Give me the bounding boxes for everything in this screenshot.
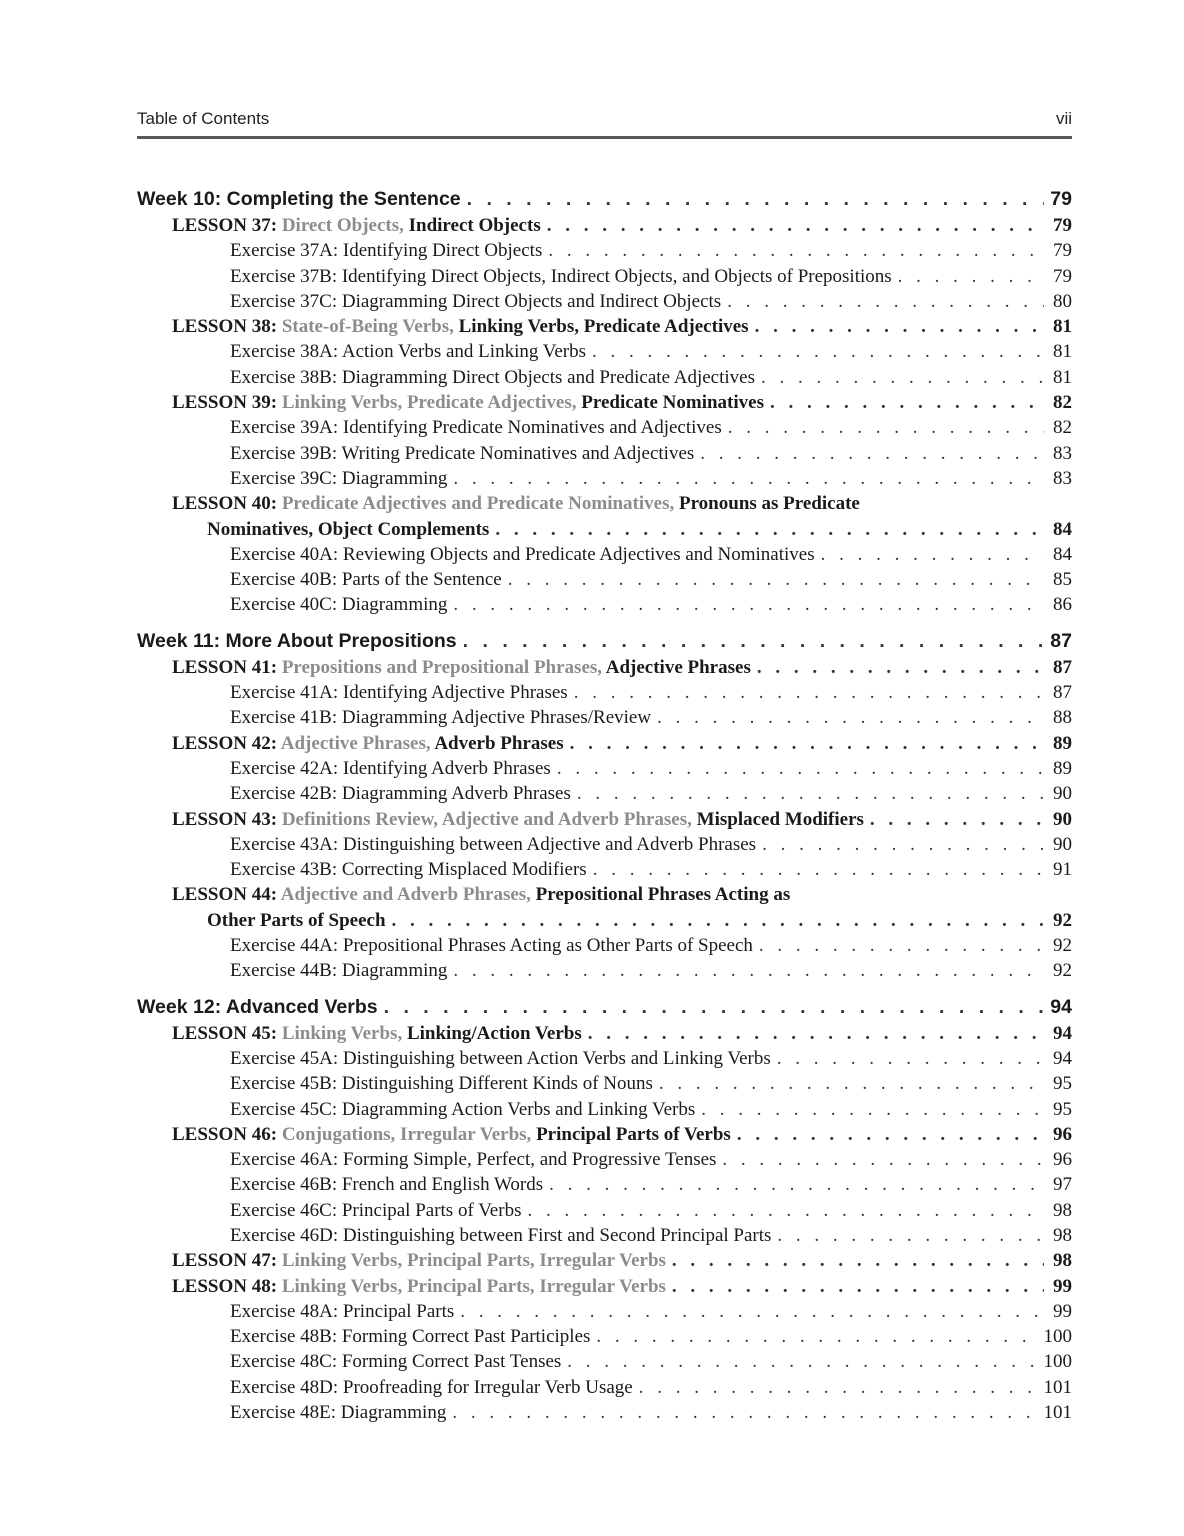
exercise-title: Exercise 46D: Distinguishing between First and Second Principal Parts <box>230 1224 772 1246</box>
lesson-entry[interactable] <box>137 215 1072 240</box>
exercise-entry[interactable] <box>137 367 1072 392</box>
lesson-label: LESSON 48: <box>172 1275 278 1297</box>
lesson-review-topics: State-of-Being Verbs, <box>281 316 454 338</box>
dot-leader <box>672 1276 1044 1298</box>
lesson-review-topics: Linking Verbs, <box>281 1022 403 1044</box>
dot-leader <box>508 569 1044 591</box>
lesson-heading <box>172 884 790 906</box>
lesson-label: LESSON 39: <box>172 392 278 414</box>
lesson-review-topics: Linking Verbs, Principal Parts, Irregular Verbs <box>281 1250 666 1272</box>
exercise-title: Exercise 41B: Diagramming Adjective Phrases/Review <box>230 707 652 729</box>
exercise-entry[interactable] <box>137 569 1072 594</box>
dot-leader <box>770 392 1044 414</box>
exercise-title: Exercise 40B: Parts of the Sentence <box>230 569 502 591</box>
dot-leader <box>870 809 1044 831</box>
exercise-page-number: 82 <box>1053 417 1072 439</box>
exercise-page-number: 100 <box>1043 1351 1072 1373</box>
exercise-title: Exercise 48C: Forming Correct Past Tenses <box>230 1351 562 1373</box>
dot-leader <box>460 1301 1044 1323</box>
week-page-number: 94 <box>1050 995 1072 1018</box>
exercise-title: Exercise 45A: Distinguishing between Action Verbs and Linking Verbs <box>230 1047 771 1069</box>
exercise-title: Exercise 48E: Diagramming <box>230 1402 447 1424</box>
dot-leader <box>728 417 1044 439</box>
lesson-label: LESSON 44: <box>172 884 278 906</box>
lesson-title-continued: Nominatives, Object Complements <box>207 518 490 540</box>
exercise-title: Exercise 46C: Principal Parts of Verbs <box>230 1199 522 1221</box>
exercise-entry[interactable] <box>137 1351 1072 1376</box>
exercise-title: Exercise 46A: Forming Simple, Perfect, and Progressive Tenses <box>230 1149 717 1171</box>
lesson-page-number: 81 <box>1053 316 1072 338</box>
exercise-entry[interactable] <box>137 758 1072 783</box>
dot-leader <box>672 1250 1044 1272</box>
dot-leader <box>898 266 1044 288</box>
lesson-label: LESSON 42: <box>172 732 278 754</box>
exercise-entry[interactable] <box>137 682 1072 707</box>
dot-leader <box>548 240 1044 262</box>
lesson-heading <box>172 733 564 755</box>
exercise-page-number: 95 <box>1053 1098 1072 1120</box>
dot-leader <box>452 1402 1037 1424</box>
exercise-entry[interactable] <box>137 1301 1072 1326</box>
exercise-page-number: 92 <box>1053 960 1072 982</box>
exercise-entry[interactable] <box>137 935 1072 960</box>
exercise-page-number: 88 <box>1053 707 1072 729</box>
lesson-heading <box>172 215 541 237</box>
exercise-title: Exercise 43A: Distinguishing between Adjective and Adverb Phrases <box>230 833 757 855</box>
exercise-entry[interactable] <box>137 834 1072 859</box>
dot-leader <box>777 1048 1044 1070</box>
lesson-entry[interactable] <box>137 392 1072 417</box>
lesson-entry-continued[interactable] <box>137 910 1072 935</box>
lesson-entry[interactable] <box>137 657 1072 682</box>
lesson-review-topics: Linking Verbs, Predicate Adjectives, <box>281 392 577 414</box>
lesson-heading <box>172 316 749 338</box>
dot-leader <box>557 758 1044 780</box>
dot-leader <box>453 468 1044 490</box>
lesson-entry[interactable] <box>137 1124 1072 1149</box>
exercise-page-number: 97 <box>1053 1174 1072 1196</box>
exercise-title: Exercise 45B: Distinguishing Different Kinds of Nouns <box>230 1073 653 1095</box>
exercise-entry[interactable] <box>137 1048 1072 1073</box>
dot-leader <box>639 1377 1038 1399</box>
week-page-number: 87 <box>1050 629 1072 652</box>
dot-leader <box>777 1225 1044 1247</box>
exercise-entry[interactable] <box>137 1402 1072 1427</box>
week-page-number: 79 <box>1050 188 1072 210</box>
lesson-label: LESSON 38: <box>172 316 278 338</box>
exercise-title: Exercise 39B: Writing Predicate Nominatives and Adjectives <box>230 442 695 464</box>
exercise-page-number: 84 <box>1053 543 1072 565</box>
lesson-review-topics: Conjugations, Irregular Verbs, <box>281 1123 532 1145</box>
week-entry[interactable] <box>137 188 1072 215</box>
lesson-title: Adjective Phrases <box>605 656 751 678</box>
exercise-entry[interactable] <box>137 341 1072 366</box>
dot-leader <box>453 594 1044 616</box>
exercise-page-number: 100 <box>1043 1326 1072 1348</box>
lesson-label: LESSON 40: <box>172 493 278 515</box>
lesson-title: Linking/Action Verbs <box>406 1022 582 1044</box>
exercise-page-number: 81 <box>1053 366 1072 388</box>
exercise-title: Exercise 48D: Proofreading for Irregular Verb Usage <box>230 1376 633 1398</box>
dot-leader <box>527 1200 1044 1222</box>
page-number: vii <box>1055 109 1072 128</box>
dot-leader <box>577 783 1044 805</box>
exercise-title: Exercise 41A: Identifying Adjective Phrases <box>230 682 568 704</box>
week-title: Week 10: Completing the Sentence <box>137 188 461 210</box>
lesson-entry-continued[interactable] <box>137 519 1072 544</box>
dot-leader <box>592 341 1044 363</box>
exercise-title: Exercise 44A: Prepositional Phrases Acting as Other Parts of Speech <box>230 935 753 957</box>
exercise-entry[interactable] <box>137 240 1072 265</box>
lesson-entry[interactable] <box>137 809 1072 834</box>
exercise-entry[interactable] <box>137 1326 1072 1351</box>
exercise-page-number: 95 <box>1053 1073 1072 1095</box>
exercise-page-number: 80 <box>1053 290 1072 312</box>
exercise-title: Exercise 42B: Diagramming Adverb Phrases <box>230 783 571 805</box>
exercise-page-number: 90 <box>1053 833 1072 855</box>
exercise-page-number: 83 <box>1053 467 1072 489</box>
dot-leader <box>596 1326 1037 1348</box>
lesson-label: LESSON 37: <box>172 215 278 236</box>
exercise-entry[interactable] <box>137 1099 1072 1124</box>
lesson-label: LESSON 41: <box>172 656 278 678</box>
dot-leader <box>727 291 1044 313</box>
lesson-page-number: 96 <box>1053 1123 1072 1145</box>
week-section <box>137 630 1072 986</box>
exercise-title: Exercise 37C: Diagramming Direct Objects and Indirect Objects <box>230 290 722 312</box>
exercise-page-number: 79 <box>1053 240 1072 262</box>
exercise-title: Exercise 37A: Identifying Direct Objects <box>230 240 543 262</box>
lesson-heading <box>172 1023 582 1045</box>
dot-leader <box>761 367 1044 389</box>
lesson-title-continued: Other Parts of Speech <box>207 909 386 931</box>
dot-leader <box>588 1023 1044 1045</box>
dot-leader <box>757 657 1044 679</box>
exercise-page-number: 101 <box>1043 1402 1072 1424</box>
exercise-title: Exercise 38B: Diagramming Direct Objects and Predicate Adjectives <box>230 366 755 388</box>
lesson-heading <box>172 1250 666 1272</box>
lesson-heading <box>172 809 864 831</box>
dot-leader <box>549 1174 1044 1196</box>
exercise-entry[interactable] <box>137 960 1072 985</box>
exercise-entry[interactable] <box>137 266 1072 291</box>
lesson-page-number: 89 <box>1053 732 1072 754</box>
dot-leader <box>467 188 1044 211</box>
exercise-page-number: 87 <box>1053 682 1072 704</box>
dot-leader <box>722 1149 1044 1171</box>
lesson-heading <box>172 1276 666 1298</box>
exercise-title: Exercise 44B: Diagramming <box>230 960 448 982</box>
exercise-title: Exercise 39C: Diagramming <box>230 467 448 489</box>
lesson-title: Prepositional Phrases Acting as <box>535 884 791 906</box>
exercise-title: Exercise 48A: Principal Parts <box>230 1300 455 1322</box>
exercise-page-number: 79 <box>1053 265 1072 287</box>
lesson-review-topics: Prepositions and Prepositional Phrases, <box>281 656 603 678</box>
exercise-entry[interactable] <box>137 1149 1072 1174</box>
dot-leader <box>593 859 1044 881</box>
exercise-page-number: 99 <box>1053 1300 1072 1322</box>
exercise-page-number: 89 <box>1053 757 1072 779</box>
lesson-page-number: 98 <box>1053 1250 1072 1272</box>
lesson-label: LESSON 46: <box>172 1123 278 1145</box>
dot-leader <box>821 544 1044 566</box>
lesson-label: LESSON 43: <box>172 808 278 830</box>
lesson-title: Pronouns as Predicate <box>678 493 860 515</box>
exercise-title: Exercise 39A: Identifying Predicate Nominatives and Adjectives <box>230 417 722 439</box>
dot-leader <box>701 1099 1044 1121</box>
lesson-title: Linking Verbs, Predicate Adjectives <box>458 316 749 338</box>
lesson-entry[interactable] <box>137 493 1072 518</box>
lesson-page-number: 90 <box>1053 808 1072 830</box>
exercise-title: Exercise 45C: Diagramming Action Verbs and Linking Verbs <box>230 1098 696 1120</box>
exercise-page-number: 92 <box>1053 935 1072 957</box>
exercise-entry[interactable] <box>137 594 1072 619</box>
lesson-entry[interactable] <box>137 1023 1072 1048</box>
exercise-page-number: 85 <box>1053 569 1072 591</box>
week-section <box>137 996 1072 1428</box>
exercise-entry[interactable] <box>137 1200 1072 1225</box>
exercise-title: Exercise 38A: Action Verbs and Linking Verbs <box>230 341 587 363</box>
exercise-title: Exercise 37B: Identifying Direct Objects, Indirect Objects, and Objects of Prepositions <box>230 265 892 287</box>
lesson-review-topics: Definitions Review, Adjective and Adverb Phrases, <box>281 808 692 830</box>
lesson-page-number: 84 <box>1053 518 1072 540</box>
week-title: Week 11: More About Prepositions <box>137 629 457 652</box>
dot-leader <box>574 682 1044 704</box>
lesson-title: Principal Parts of Verbs <box>536 1123 731 1145</box>
page-header <box>137 106 1072 139</box>
dot-leader <box>755 316 1044 338</box>
exercise-entry[interactable] <box>137 443 1072 468</box>
exercise-entry[interactable] <box>137 291 1072 316</box>
exercise-page-number: 86 <box>1053 594 1072 616</box>
dot-leader <box>392 910 1044 932</box>
lesson-title: Misplaced Modifiers <box>696 808 864 830</box>
lesson-page-number: 92 <box>1053 909 1072 931</box>
dot-leader <box>495 519 1044 541</box>
exercise-entry[interactable] <box>137 544 1072 569</box>
lesson-review-topics: Adjective and Adverb Phrases, <box>280 884 531 906</box>
lesson-page-number: 87 <box>1053 656 1072 678</box>
dot-leader <box>463 630 1044 653</box>
lesson-entry[interactable] <box>137 316 1072 341</box>
lesson-heading <box>172 493 860 515</box>
lesson-heading <box>172 1124 731 1146</box>
running-title: Table of Contents <box>137 109 270 128</box>
dot-leader <box>453 960 1044 982</box>
exercise-page-number: 94 <box>1053 1047 1072 1069</box>
exercise-entry[interactable] <box>137 707 1072 732</box>
exercise-title: Exercise 48B: Forming Correct Past Participles <box>230 1326 591 1348</box>
exercise-page-number: 83 <box>1053 442 1072 464</box>
lesson-review-topics: Direct Objects, <box>281 215 404 236</box>
lesson-title: Predicate Nominatives <box>581 392 764 414</box>
lesson-review-topics: Linking Verbs, Principal Parts, Irregular Verbs <box>281 1275 666 1297</box>
exercise-page-number: 90 <box>1053 783 1072 805</box>
lesson-page-number: 94 <box>1053 1022 1072 1044</box>
exercise-entry[interactable] <box>137 468 1072 493</box>
lesson-entry[interactable] <box>137 1250 1072 1275</box>
dot-leader <box>762 834 1044 856</box>
dot-leader <box>657 707 1044 729</box>
dot-leader <box>570 733 1044 755</box>
exercise-entry[interactable] <box>137 1174 1072 1199</box>
dot-leader <box>659 1073 1044 1095</box>
dot-leader <box>759 935 1044 957</box>
exercise-title: Exercise 43B: Correcting Misplaced Modifiers <box>230 859 587 881</box>
lesson-review-topics: Predicate Adjectives and Predicate Nominatives, <box>281 493 675 515</box>
week-title: Week 12: Advanced Verbs <box>137 995 378 1018</box>
exercise-entry[interactable] <box>137 417 1072 442</box>
lesson-page-number: 79 <box>1053 215 1072 236</box>
lesson-review-topics: Adjective Phrases, <box>280 732 431 754</box>
lesson-title: Indirect Objects <box>408 215 541 236</box>
lesson-entry[interactable] <box>137 1276 1072 1301</box>
lesson-heading <box>172 392 764 414</box>
dot-leader <box>567 1351 1037 1373</box>
lesson-label: LESSON 47: <box>172 1250 278 1272</box>
exercise-title: Exercise 46B: French and English Words <box>230 1174 544 1196</box>
dot-leader <box>737 1124 1044 1146</box>
dot-leader <box>547 215 1044 237</box>
exercise-page-number: 98 <box>1053 1199 1072 1221</box>
exercise-page-number: 101 <box>1043 1376 1072 1398</box>
table-of-contents <box>137 188 1072 1437</box>
lesson-page-number: 82 <box>1053 392 1072 414</box>
lesson-entry[interactable] <box>137 884 1072 909</box>
exercise-page-number: 81 <box>1053 341 1072 363</box>
lesson-heading <box>172 657 751 679</box>
exercise-page-number: 96 <box>1053 1149 1072 1171</box>
week-entry[interactable] <box>137 996 1072 1023</box>
exercise-entry[interactable] <box>137 859 1072 884</box>
week-entry[interactable] <box>137 630 1072 657</box>
exercise-page-number: 98 <box>1053 1224 1072 1246</box>
exercise-entry[interactable] <box>137 1377 1072 1402</box>
dot-leader <box>384 996 1044 1019</box>
exercise-entry[interactable] <box>137 783 1072 808</box>
exercise-title: Exercise 40C: Diagramming <box>230 594 448 616</box>
exercise-entry[interactable] <box>137 1225 1072 1250</box>
lesson-title: Adverb Phrases <box>434 732 564 754</box>
lesson-page-number: 99 <box>1053 1275 1072 1297</box>
exercise-title: Exercise 42A: Identifying Adverb Phrases <box>230 757 551 779</box>
dot-leader <box>700 443 1044 465</box>
lesson-entry[interactable] <box>137 733 1072 758</box>
exercise-page-number: 91 <box>1053 859 1072 881</box>
week-section <box>137 188 1072 620</box>
exercise-entry[interactable] <box>137 1073 1072 1098</box>
exercise-title: Exercise 40A: Reviewing Objects and Predicate Adjectives and Nominatives <box>230 543 815 565</box>
lesson-label: LESSON 45: <box>172 1022 278 1044</box>
